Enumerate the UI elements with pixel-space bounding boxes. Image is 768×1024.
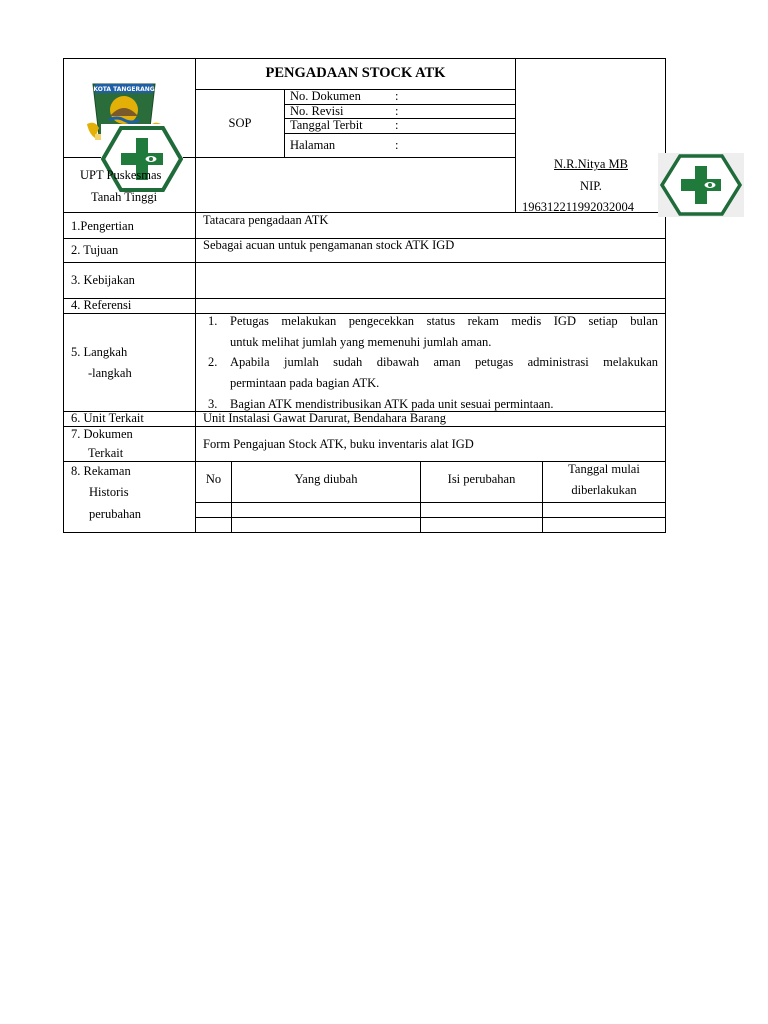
org-name-line2: Tanah Tinggi [91,190,158,204]
border-bottom [63,532,666,533]
step-text-continued: untuk melihat jumlah yang memenuhi jumlah aman. [230,335,492,349]
value-unit-terkait: Unit Instalasi Gawat Darurat, Bendahara Barang [203,411,446,425]
field-sep: : [395,89,399,103]
label-referensi: 4. Referensi [71,298,132,312]
history-col-tanggal-line2: diberlakukan [571,483,637,497]
label-rekaman-line1: 8. Rekaman [71,464,131,478]
step-text: Petugas melakukan pengecekkan status rekam medis IGD setiap bulan [230,314,658,328]
signer-nip: 196312211992032004 [522,200,635,214]
label-tujuan: 2. Tujuan [71,243,119,257]
field-no-revisi: No. Revisi [290,104,344,118]
history-col-isi-perubahan: Isi perubahan [447,472,516,486]
label-pengertian: 1.Pengertian [71,219,134,233]
border-top [63,58,666,59]
value-tujuan: Sebagai acuan untuk pengamanan stock ATK IGD [203,238,455,252]
value-dokumen: Form Pengajuan Stock ATK, buku inventaris alat IGD [203,437,474,451]
label-langkah-line1: 5. Langkah [71,345,128,359]
puskesmas-logo-right [658,153,744,217]
label-rekaman-line3: perubahan [89,507,142,521]
label-rekaman-line2: Historis [89,485,129,499]
field-sep: : [395,104,399,118]
field-tanggal-terbit: Tanggal Terbit [290,118,363,132]
puskesmas-logo [101,124,183,194]
label-kebijakan: 3. Kebijakan [71,273,135,287]
document-title: PENGADAAN STOCK ATK [265,65,446,81]
label-dokumen-line1: 7. Dokumen [71,427,133,441]
field-sep: : [395,138,399,152]
field-sep: : [395,118,399,132]
label-unit-terkait: 6. Unit Terkait [71,411,144,425]
divider [195,502,666,503]
label-langkah-line2: -langkah [88,366,132,380]
field-halaman: Halaman [290,138,336,152]
history-col-no: No [205,472,222,486]
field-no-dokumen: No. Dokumen [290,89,361,103]
divider [284,133,516,134]
value-pengertian: Tatacara pengadaan ATK [203,213,329,227]
signer-name: N.R.Nitya MB [554,157,628,171]
step-text: Apabila jumlah sudah dibawah aman petugas administrasi melakukan [230,355,658,369]
step-text-continued: permintaan pada bagian ATK. [230,376,380,390]
divider [195,517,666,518]
history-col-tanggal-line1: Tanggal mulai [568,462,640,476]
divider [63,426,666,427]
step-number: 1. [208,314,218,328]
org-name-line1: UPT Puskesmas [80,168,162,182]
signer-nip-label: NIP. [580,179,602,193]
crest-text-top: KOTA TANGERANG [93,86,155,93]
label-dokumen-line2: Terkait [88,446,124,460]
divider [63,262,666,263]
divider [63,298,666,299]
step-text: Bagian ATK mendistribusikan ATK pada unit sesuai permintaan. [230,397,554,411]
sop-label: SOP [228,116,252,130]
divider [284,89,285,158]
history-col-yang-diubah: Yang diubah [294,472,358,486]
step-number: 2. [208,355,218,369]
step-number: 3. [208,397,218,411]
